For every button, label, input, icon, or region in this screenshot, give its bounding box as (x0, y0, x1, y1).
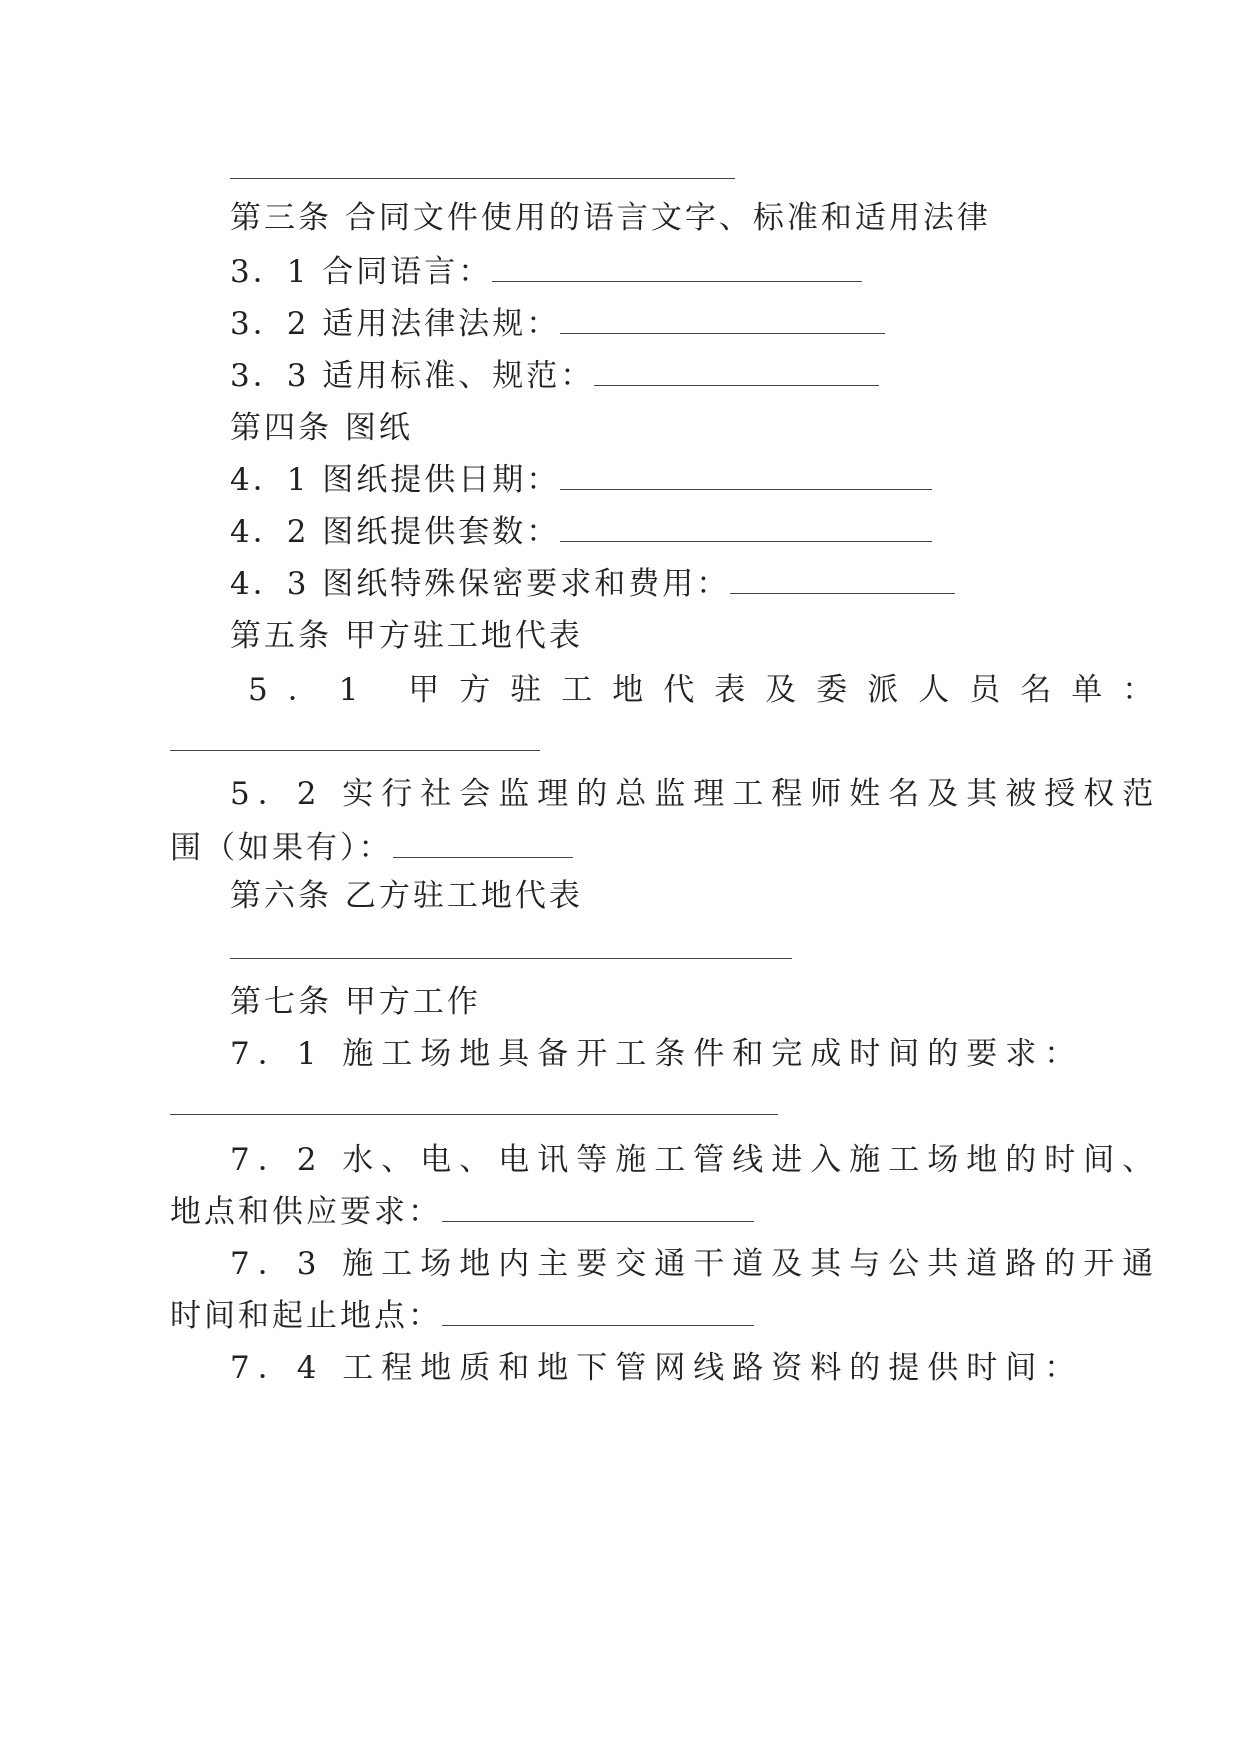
article6-heading: 第六条 乙方驻工地代表 (230, 878, 583, 914)
access-road-blank[interactable] (442, 1299, 754, 1326)
article3-item2 (230, 304, 885, 344)
article7-item4: 7．4 工程地质和地下管网线路资料的提供时间： (230, 1350, 1084, 1386)
article5-heading: 第五条 甲方驻工地代表 (230, 618, 583, 654)
applicable-standards-blank[interactable] (594, 359, 879, 386)
chief-supervisor-blank[interactable] (393, 831, 573, 858)
article3-heading: 第三条 合同文件使用的语言文字、标准和适用法律 (230, 200, 991, 236)
article5-item1-blank[interactable] (170, 750, 540, 751)
applicable-law-blank[interactable] (560, 307, 885, 334)
article3-item3-label: 3．3 适用标准、规范： (230, 358, 595, 394)
article5-item2-label: 围（如果有）： (170, 830, 393, 866)
article4-item3 (230, 564, 955, 604)
article7-item2-line1: 7．2 水、电、电讯等施工管线进入施工场地的时间、 (230, 1142, 1162, 1178)
drawing-date-blank[interactable] (560, 463, 932, 490)
blank-line-top (230, 178, 735, 179)
article7-item1: 7．1 施工场地具备开工条件和完成时间的要求： (230, 1036, 1084, 1072)
contract-language-blank[interactable] (492, 255, 862, 282)
article3-item3 (230, 356, 879, 396)
drawing-confidentiality-blank[interactable] (730, 567, 955, 594)
article3-item2-label: 3．2 适用法律法规： (230, 306, 561, 342)
article3-item1 (230, 252, 862, 292)
article7-item2-line2 (170, 1192, 754, 1232)
article4-item2-label: 4．2 图纸提供套数： (230, 514, 561, 550)
article7-item3-line1: 7．3 施工场地内主要交通干道及其与公共道路的开通 (230, 1246, 1162, 1282)
article5-item1: 5．1 甲方驻工地代表及委派人员名单： (248, 672, 1174, 708)
article5-item2-line1: 5．2 实行社会监理的总监理工程师姓名及其被授权范 (230, 776, 1162, 812)
article4-item2 (230, 512, 932, 552)
utilities-supply-blank[interactable] (442, 1195, 754, 1222)
article6-blank[interactable] (230, 958, 792, 959)
article7-item3-line2 (170, 1296, 754, 1336)
article7-item1-blank[interactable] (170, 1114, 778, 1115)
article7-item2-label: 地点和供应要求： (170, 1194, 442, 1230)
article4-item3-label: 4．3 图纸特殊保密要求和费用： (230, 566, 731, 602)
drawing-sets-blank[interactable] (560, 515, 932, 542)
article7-item3-label: 时间和起止地点： (170, 1298, 442, 1334)
article4-item1-label: 4．1 图纸提供日期： (230, 462, 561, 498)
article4-item1 (230, 460, 932, 500)
article3-item1-label: 3．1 合同语言： (230, 254, 493, 290)
article7-heading: 第七条 甲方工作 (230, 984, 481, 1020)
article4-heading: 第四条 图纸 (230, 410, 413, 446)
article5-item2-line2 (170, 828, 573, 868)
